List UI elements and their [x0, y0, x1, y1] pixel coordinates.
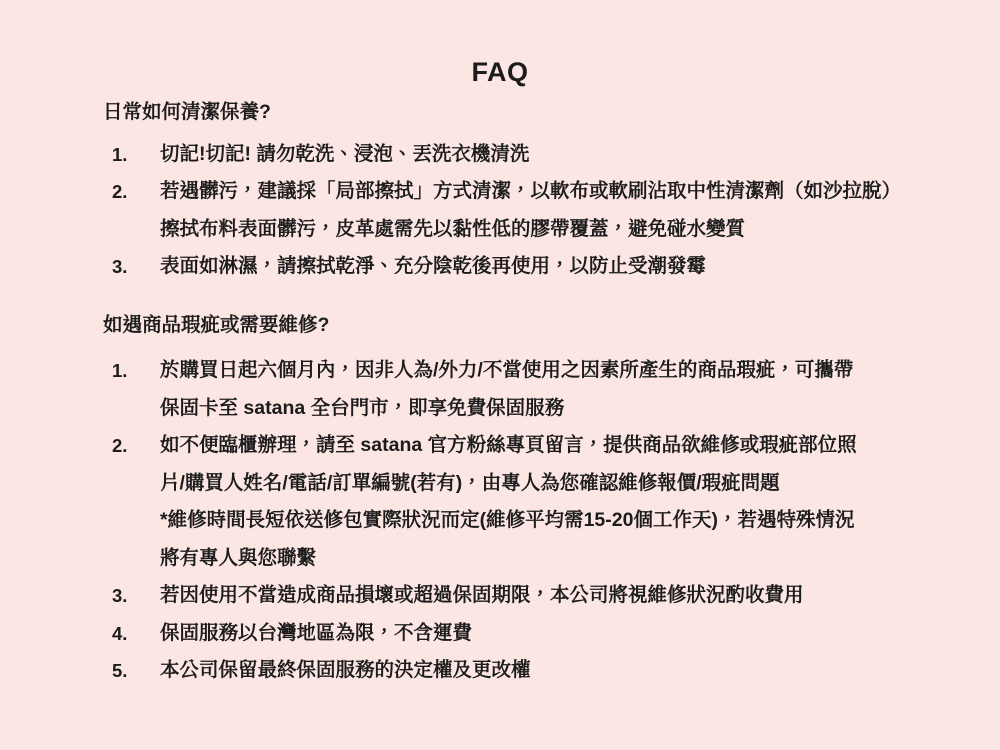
defect-repair-list: [0, 352, 1000, 690]
item-text: [160, 577, 922, 615]
item-text: [160, 427, 922, 577]
item-line: 表面如淋濕，請擦拭乾淨、充分陰乾後再使用，以防止受潮發霉: [160, 255, 707, 277]
list-item: [0, 136, 1000, 174]
item-line: 切記!切記! 請勿乾洗、浸泡、丟洗衣機清洗: [160, 142, 530, 165]
list-item: [0, 248, 1000, 286]
list-item: [0, 577, 1000, 615]
list-item: [0, 615, 1000, 653]
list-item: [0, 427, 1000, 577]
item-number: 2.: [112, 435, 128, 456]
item-number: 3.: [112, 256, 128, 277]
list-item: [0, 352, 1000, 427]
item-note-line: *維修時間長短依送修包實際狀況而定(維修平均需15-20個工作天)，若遇特殊情況: [160, 509, 855, 531]
list-item: [0, 173, 1000, 248]
section-defect-repair: [0, 307, 1000, 690]
item-line: 本公司保留最終保固服務的決定權及更改權: [160, 659, 531, 681]
item-text: [160, 352, 922, 427]
list-item: [0, 652, 1000, 690]
section-heading-daily-care: 日常如何清潔保養?: [103, 101, 271, 123]
item-line: 保固服務以台灣地區為限，不含運費: [160, 621, 473, 644]
item-line: 保固卡至 satana 全台門市，即享免費保固服務: [160, 396, 565, 419]
item-line: 擦拭布料表面髒污，皮革處需先以黏性低的膠帶覆蓋，避免碰水變質: [160, 217, 746, 240]
item-line: 片/購買人姓名/電話/訂單編號(若有)，由專人為您確認維修報價/瑕疵問題: [160, 471, 780, 494]
item-number: 1.: [112, 143, 128, 165]
item-line: 如不便臨櫃辦理，請至 satana 官方粉絲專頁留言，提供商品欲維修或瑕疵部位照: [160, 434, 857, 456]
item-number: 4.: [112, 622, 128, 644]
item-line: 若因使用不當造成商品損壞或超過保固期限，本公司將視維修狀況酌收費用: [160, 584, 804, 606]
item-number: 2.: [112, 181, 128, 202]
item-text: [160, 248, 922, 286]
item-line: 於購買日起六個月內，因非人為/外力/不當使用之因素所產生的商品瑕疵，可攜帶: [160, 359, 854, 381]
daily-care-list: [0, 136, 1000, 286]
item-text: [160, 136, 922, 174]
item-number: 3.: [112, 585, 128, 606]
item-number: 5.: [112, 660, 128, 681]
item-text: [160, 652, 922, 690]
item-note-line: 將有專人與您聯繫: [160, 546, 317, 569]
item-line: 若遇髒污，建議採「局部擦拭」方式清潔，以軟布或軟刷沾取中性清潔劑（如沙拉脫）: [160, 180, 902, 202]
item-number: 1.: [112, 360, 128, 381]
section-heading-defect-repair: 如遇商品瑕疵或需要維修?: [103, 313, 330, 336]
page-title: FAQ: [471, 57, 529, 87]
section-daily-care: [0, 94, 1000, 286]
item-text: [160, 615, 922, 653]
item-text: [160, 173, 922, 248]
